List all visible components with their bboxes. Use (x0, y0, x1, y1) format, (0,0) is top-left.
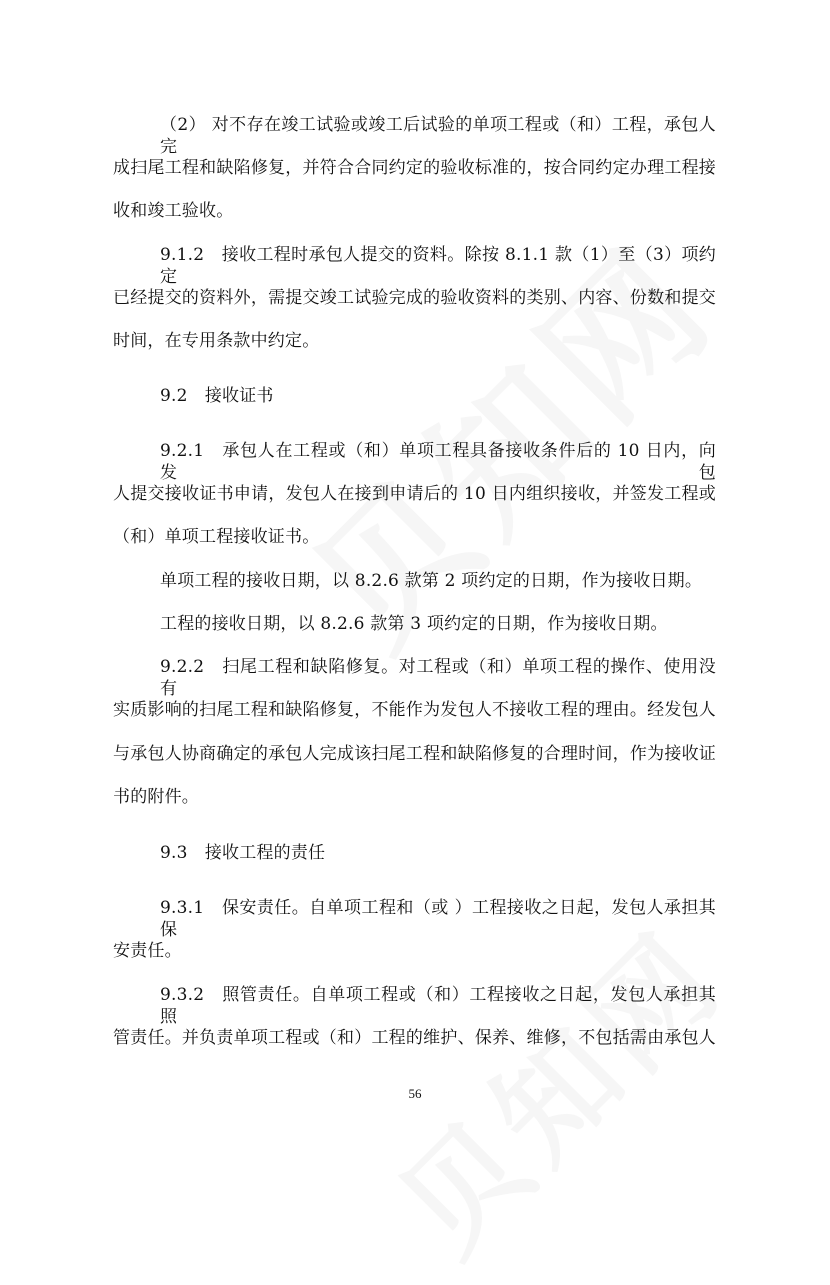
paragraph-line: 书的附件。 (113, 787, 199, 807)
paragraph-line: 人提交接收证书申请，发包人在接到申请后的 10 日内组织接收，并签发工程或 (113, 484, 716, 504)
paragraph-line: 9.3.2 照管责任。自单项工程或（和）工程接收之日起，发包人承担其照 (160, 985, 716, 1027)
paragraph-line: 实质影响的扫尾工程和缺陷修复，不能作为发包人不接收工程的理由。经发包人 (113, 700, 716, 720)
paragraph-line: （2） 对不存在竣工试验或竣工后试验的单项工程或（和）工程，承包人完 (160, 115, 716, 157)
paragraph-line: （和）单项工程接收证书。 (113, 527, 320, 547)
paragraph-line: 时间，在专用条款中约定。 (113, 331, 320, 351)
paragraph-line: 9.2.2 扫尾工程和缺陷修复。对工程或（和）单项工程的操作、使用没有 (160, 657, 716, 699)
paragraph-line: 工程的接收日期，以 8.2.6 款第 3 项约定的日期，作为接收日期。 (160, 614, 668, 634)
paragraph-line: 成扫尾工程和缺陷修复，并符合合同约定的验收标准的，按合同约定办理工程接 (113, 158, 716, 178)
paragraph-line: 9.1.2 接收工程时承包人提交的资料。除按 8.1.1 款（1）至（3）项约定 (160, 245, 716, 287)
section-heading: 9.2 接收证书 (160, 386, 274, 406)
paragraph-line: 9.2.1 承包人在工程或（和）单项工程具备接收条件后的 10 日内，向发包 (160, 441, 716, 483)
paragraph-line: 已经提交的资料外，需提交竣工试验完成的验收资料的类别、内容、份数和提交 (113, 288, 716, 308)
section-heading: 9.3 接收工程的责任 (160, 843, 326, 863)
page-number: 56 (408, 1086, 422, 1101)
paragraph-line: 安责任。 (113, 941, 182, 961)
paragraph-line: 与承包人协商确定的承包人完成该扫尾工程和缺陷修复的合理时间，作为接收证 (113, 744, 716, 764)
paragraph-line: 9.3.1 保安责任。自单项工程和（或 ）工程接收之日起，发包人承担其保 (160, 898, 716, 940)
paragraph-line: 管责任。并负责单项工程或（和）工程的维护、保养、维修，不包括需由承包人 (113, 1028, 716, 1048)
paragraph-line: 单项工程的接收日期，以 8.2.6 款第 2 项约定的日期，作为接收日期。 (160, 571, 703, 591)
paragraph-line: 收和竣工验收。 (113, 201, 234, 221)
